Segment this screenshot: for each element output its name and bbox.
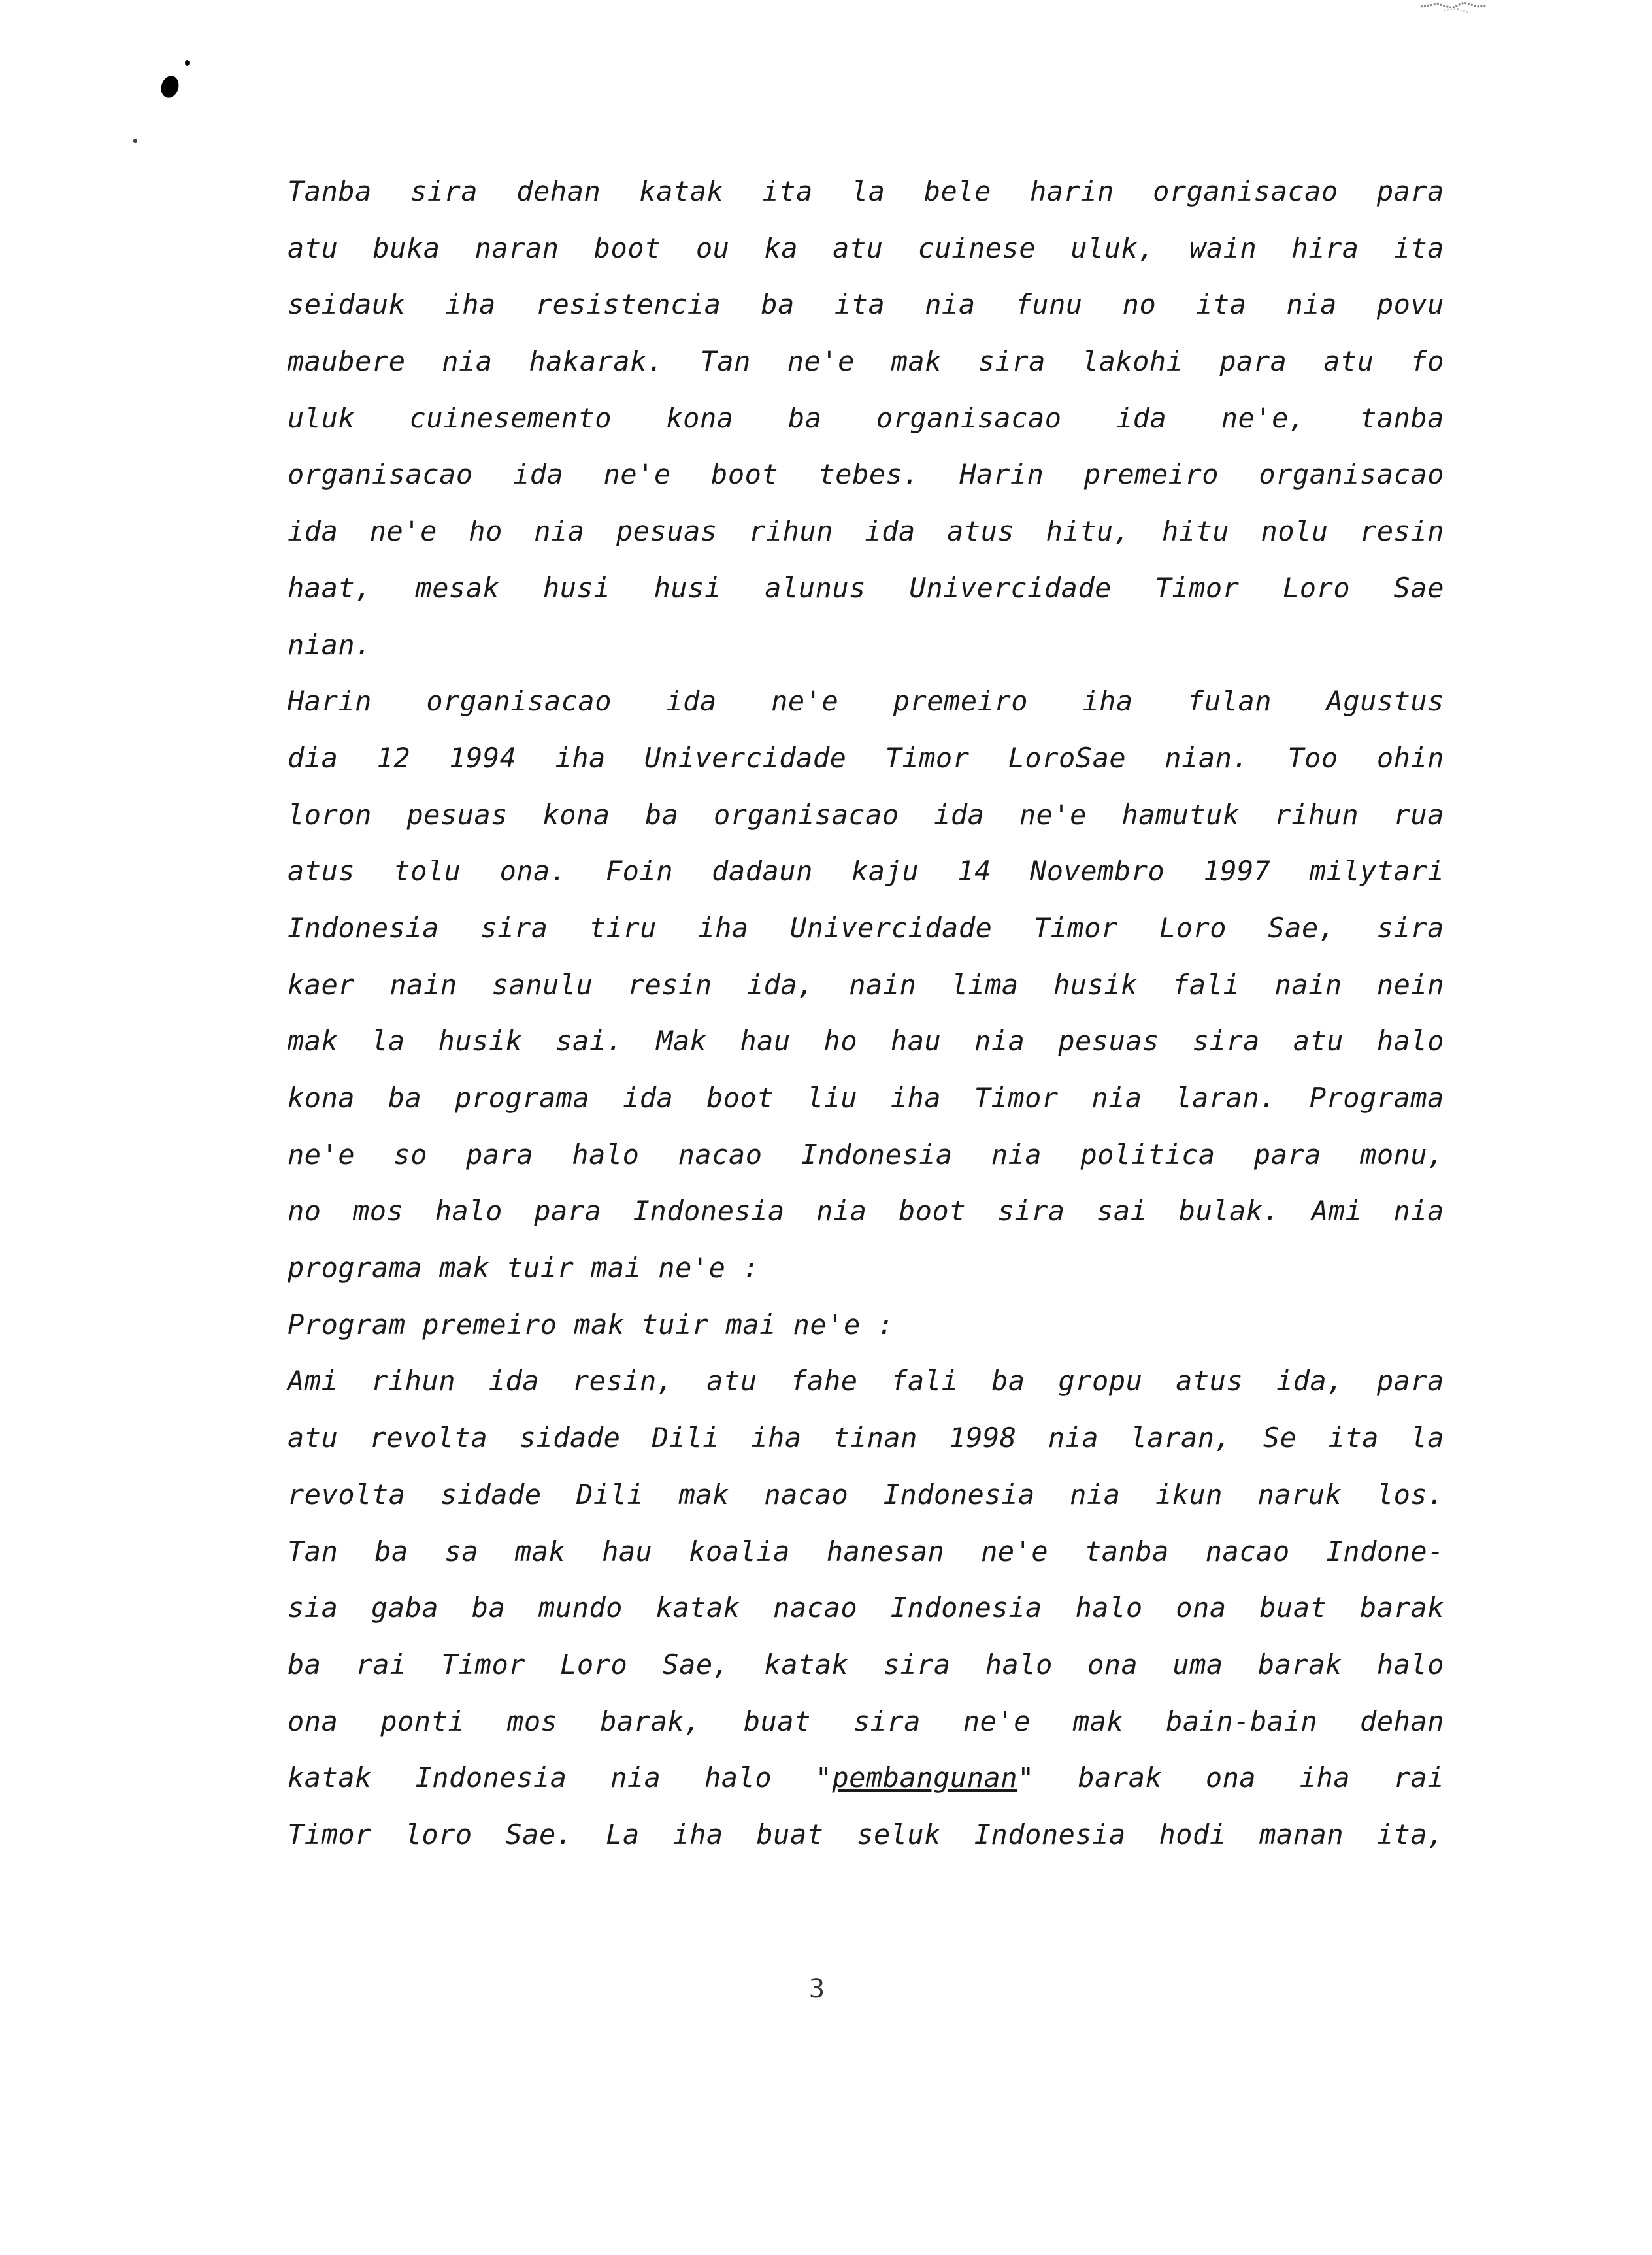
scan-artifact-mark: [1418, 0, 1490, 17]
text-line: uluk cuinesemento kona ba organisacao ida ne'e, tanba: [288, 401, 1444, 434]
text-line: Tan ba sa mak hau koalia hanesan ne'e tanba nacao Indone-: [288, 1535, 1444, 1567]
text-line: kaer nain sanulu resin ida, nain lima husik fali nain nein: [288, 968, 1444, 1001]
text-line: seidauk iha resistencia ba ita nia funu no ita nia povu: [288, 288, 1444, 321]
text-line: atu revolta sidade Dili iha tinan 1998 nia laran, Se ita la: [288, 1422, 1444, 1454]
text-line: Harin organisacao ida ne'e premeiro iha fulan Agustus: [288, 685, 1444, 718]
text-line: ida ne'e ho nia pesuas rihun ida atus hitu, hitu nolu resin: [288, 515, 1444, 548]
text-line: atu buka naran boot ou ka atu cuinese uluk, wain hira ita: [288, 231, 1444, 264]
text-line: mak la husik sai. Mak hau ho hau nia pesuas sira atu halo: [288, 1025, 1444, 1058]
text-line: ne'e so para halo nacao Indonesia nia politica para monu,: [288, 1138, 1444, 1171]
scan-speck-mark: [133, 139, 137, 143]
text-segment: katak Indonesia nia halo ": [288, 1762, 833, 1794]
text-segment: " barak ona iha rai: [1017, 1762, 1444, 1794]
text-line: haat, mesak husi husi alunus Univercidade Timor Loro Sae: [288, 571, 1444, 604]
text-line: sia gaba ba mundo katak nacao Indonesia halo ona buat barak: [288, 1592, 1444, 1624]
text-line: Indonesia sira tiru iha Univercidade Timor Loro Sae, sira: [288, 911, 1444, 944]
text-line: ba rai Timor Loro Sae, katak sira halo ona uma barak halo: [288, 1648, 1444, 1680]
text-line: Program premeiro mak tuir mai ne'e :: [288, 1308, 895, 1341]
page-number: 3: [808, 1974, 825, 2004]
text-line: Tanba sira dehan katak ita la bele harin organisacao para: [288, 175, 1444, 207]
text-line: no mos halo para Indonesia nia boot sira sai bulak. Ami nia: [288, 1195, 1444, 1228]
ink-blot-mark: [158, 74, 181, 100]
text-line: nian.: [288, 628, 372, 661]
text-line: kona ba programa ida boot liu iha Timor nia laran. Programa: [288, 1082, 1444, 1114]
text-line: organisacao ida ne'e boot tebes. Harin premeiro organisacao: [288, 458, 1444, 491]
text-line: Ami rihun ida resin, atu fahe fali ba gropu atus ida, para: [288, 1365, 1444, 1397]
text-line: atus tolu ona. Foin dadaun kaju 14 Novembro 1997 milytari: [288, 855, 1444, 888]
text-line: ona ponti mos barak, buat sira ne'e mak bain-bain dehan: [288, 1705, 1444, 1737]
text-line: loron pesuas kona ba organisacao ida ne'e hamutuk rihun rua: [288, 798, 1444, 831]
underlined-term: pembangunan: [832, 1762, 1018, 1794]
ink-speck-mark: [185, 60, 190, 66]
text-line-with-underline: [288, 1750, 1444, 1807]
text-line: dia 12 1994 iha Univercidade Timor LoroSae nian. Too ohin: [288, 741, 1444, 774]
text-line: revolta sidade Dili mak nacao Indonesia nia ikun naruk los.: [288, 1478, 1444, 1511]
body-text: [288, 163, 1444, 1863]
text-line: Timor loro Sae. La iha buat seluk Indonesia hodi manan ita,: [288, 1818, 1444, 1850]
text-line: maubere nia hakarak. Tan ne'e mak sira lakohi para atu fo: [288, 345, 1444, 378]
text-line: programa mak tuir mai ne'e :: [288, 1252, 760, 1284]
